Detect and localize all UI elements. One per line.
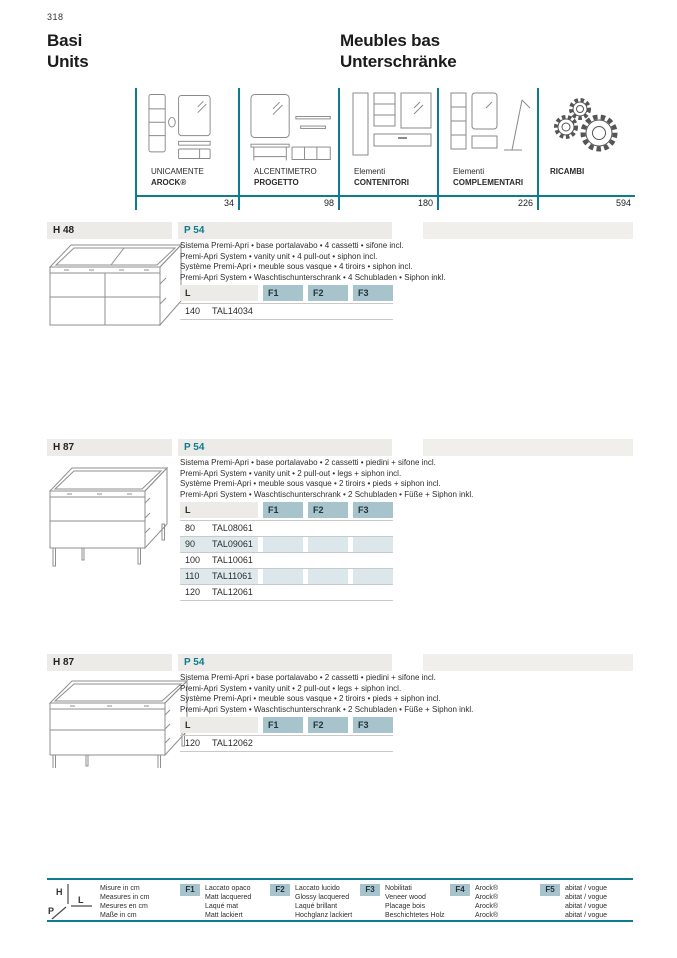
finish-code-badge: F4 xyxy=(450,884,470,896)
column-finish-2: F2 xyxy=(308,502,348,518)
nav-page-ref: 180 xyxy=(417,198,433,208)
finish-cell-f2 xyxy=(308,569,348,584)
gears-icon xyxy=(553,95,625,164)
finish-code-badge: F2 xyxy=(270,884,290,896)
column-finish-3: F3 xyxy=(353,717,393,733)
finish-legend-entry: F1 Laccato opaco Matt lacquered Laqué mat Matt lackiert xyxy=(180,884,270,920)
row-length: 120 xyxy=(185,738,201,748)
finish-cell-f3 xyxy=(353,585,393,600)
finish-cell-f3 xyxy=(353,569,393,584)
row-code: TAL08061 xyxy=(212,523,253,533)
height-label: H 87 xyxy=(47,654,172,671)
nav-divider xyxy=(238,88,240,210)
table-row xyxy=(180,553,393,569)
nav-page-ref: 98 xyxy=(323,198,334,208)
row-length: 80 xyxy=(185,523,196,533)
finish-legend xyxy=(180,884,630,920)
product-description: Sistema Premi-Apri • base portalavabo • 2 cassetti • piedini + sifone incl. Premi-Apri System • vanity unit • 2 pull-out • legs + siphon incl. Système Premi-Apri • meuble sous vasque • 2 tiroirs • pieds + siphon incl. Premi-Apri System • Waschtischunterschrank • 2 Schubladen • Füße + Siphon inkl. xyxy=(180,673,474,714)
footer-rule-top xyxy=(47,878,633,880)
title-fr-de xyxy=(340,30,456,72)
height-label: H 87 xyxy=(47,439,172,456)
header-spacer-bar xyxy=(423,654,633,671)
size-table-rows xyxy=(180,520,393,601)
finish-cell-f1 xyxy=(263,521,303,536)
table-row xyxy=(180,736,393,752)
dimensions-axes-icon xyxy=(47,882,95,925)
storage-units-icon xyxy=(352,92,436,167)
svg-text:H: H xyxy=(56,887,63,897)
complementary-items-icon xyxy=(450,92,534,167)
finish-cell-f3 xyxy=(353,537,393,552)
footer-rule-bottom xyxy=(47,920,633,922)
nav-label: Elementi COMPLEMENTARI xyxy=(453,167,524,187)
size-table-header xyxy=(180,285,393,301)
nav-page-ref: 594 xyxy=(615,198,631,208)
column-finish-1: F1 xyxy=(263,717,303,733)
finish-cell-f2 xyxy=(308,553,348,568)
finish-legend-entry: F4 Arock® Arock® Arock® Arock® xyxy=(450,884,540,920)
column-finish-2: F2 xyxy=(308,717,348,733)
nav-baseline xyxy=(135,195,635,197)
title-it: Basi xyxy=(47,31,83,50)
row-code: TAL12062 xyxy=(212,738,253,748)
row-length: 100 xyxy=(185,555,201,565)
nav-label: UNICAMENTE AROCK® xyxy=(151,167,204,187)
size-table-rows xyxy=(180,303,393,320)
finish-cell-f1 xyxy=(263,585,303,600)
mirror-console-icon xyxy=(250,92,336,167)
size-table-header xyxy=(180,717,393,733)
column-finish-3: F3 xyxy=(353,285,393,301)
finish-cell-f2 xyxy=(308,736,348,751)
finish-cell-f3 xyxy=(353,553,393,568)
nav-divider xyxy=(437,88,439,210)
title-de: Unterschränke xyxy=(340,52,457,71)
nav-divider xyxy=(338,88,340,210)
row-length: 140 xyxy=(185,306,201,316)
finish-cell-f1 xyxy=(263,304,303,319)
row-code: TAL09061 xyxy=(212,539,253,549)
cabinet-drawing-h87 xyxy=(42,458,172,573)
tall-unit-mirror-icon xyxy=(148,92,234,167)
depth-label: P 54 xyxy=(178,654,392,671)
finish-legend-entry: F3 Nobilitati Veneer wood Placage bois Beschichtetes Holz xyxy=(360,884,450,920)
finish-cell-f3 xyxy=(353,304,393,319)
product-description: Sistema Premi-Apri • base portalavabo • 2 cassetti • piedini + sifone incl. Premi-Apri System • vanity unit • 2 pull-out • legs + siphon incl. Système Premi-Apri • meuble sous vasque • 2 tiroirs • pieds + siphon incl. Premi-Apri System • Waschtischunterschrank • 2 Schubladen • Füße + Siphon inkl. xyxy=(180,458,474,499)
row-code: TAL10061 xyxy=(212,555,253,565)
finish-cell-f2 xyxy=(308,304,348,319)
column-finish-1: F1 xyxy=(263,285,303,301)
svg-text:P: P xyxy=(48,906,55,916)
finish-code-badge: F5 xyxy=(540,884,560,896)
title-en: Units xyxy=(47,52,89,71)
title-fr: Meubles bas xyxy=(340,31,440,50)
finish-code-badge: F3 xyxy=(360,884,380,896)
finish-legend-entry: F5 abitat / vogue abitat / vogue abitat / vogue abitat / vogue xyxy=(540,884,630,920)
nav-page-ref: 34 xyxy=(223,198,234,208)
row-code: TAL12061 xyxy=(212,587,253,597)
header-spacer-bar xyxy=(423,439,633,456)
page-number: 318 xyxy=(47,12,64,22)
size-table-rows xyxy=(180,735,393,752)
finish-cell-f1 xyxy=(263,569,303,584)
finish-cell-f3 xyxy=(353,736,393,751)
table-row xyxy=(180,304,393,320)
finish-cell-f2 xyxy=(308,537,348,552)
nav-divider xyxy=(537,88,539,210)
nav-label: ALCENTIMETRO PROGETTO xyxy=(254,167,317,187)
table-row xyxy=(180,585,393,601)
column-length: L xyxy=(180,285,258,301)
finish-cell-f2 xyxy=(308,585,348,600)
table-row xyxy=(180,521,393,537)
depth-label: P 54 xyxy=(178,439,392,456)
finish-cell-f1 xyxy=(263,736,303,751)
nav-divider xyxy=(135,88,137,210)
column-finish-2: F2 xyxy=(308,285,348,301)
table-row xyxy=(180,537,393,553)
finish-cell-f2 xyxy=(308,521,348,536)
svg-text:L: L xyxy=(78,895,84,905)
finish-cell-f1 xyxy=(263,537,303,552)
depth-label: P 54 xyxy=(178,222,392,239)
column-finish-1: F1 xyxy=(263,502,303,518)
nav-label: RICAMBI xyxy=(550,167,585,176)
nav-page-ref: 226 xyxy=(517,198,533,208)
finish-code-badge: F1 xyxy=(180,884,200,896)
row-code: TAL11061 xyxy=(212,571,253,581)
measure-units-legend: Misure in cm Measures in cm Mesures en cm Maße in cm xyxy=(100,885,150,919)
finish-cell-f3 xyxy=(353,521,393,536)
row-code: TAL14034 xyxy=(212,306,253,316)
finish-legend-entry: F2 Laccato lucido Glossy lacquered Laqué brillant Hochglanz lackiert xyxy=(270,884,360,920)
cabinet-drawing-h87-wide xyxy=(42,673,192,773)
row-length: 90 xyxy=(185,539,196,549)
row-length: 120 xyxy=(185,587,201,597)
nav-label: Elementi CONTENITORI xyxy=(354,167,409,187)
title-it-en xyxy=(47,30,89,72)
height-label: H 48 xyxy=(47,222,172,239)
column-finish-3: F3 xyxy=(353,502,393,518)
column-length: L xyxy=(180,717,258,733)
header-spacer-bar xyxy=(423,222,633,239)
column-length: L xyxy=(180,502,258,518)
row-length: 110 xyxy=(185,571,200,581)
size-table-header xyxy=(180,502,393,518)
finish-cell-f1 xyxy=(263,553,303,568)
table-row xyxy=(180,569,393,585)
product-description: Sistema Premi-Apri • base portalavabo • 4 cassetti • sifone incl. Premi-Apri System • vanity unit • 4 pull-out • siphon incl. Système Premi-Apri • meuble sous vasque • 4 tiroirs • siphon incl. Premi-Apri System • Waschtischunterschrank • 4 Schubladen • Siphon inkl. xyxy=(180,241,446,282)
cabinet-drawing-h48 xyxy=(44,239,184,332)
